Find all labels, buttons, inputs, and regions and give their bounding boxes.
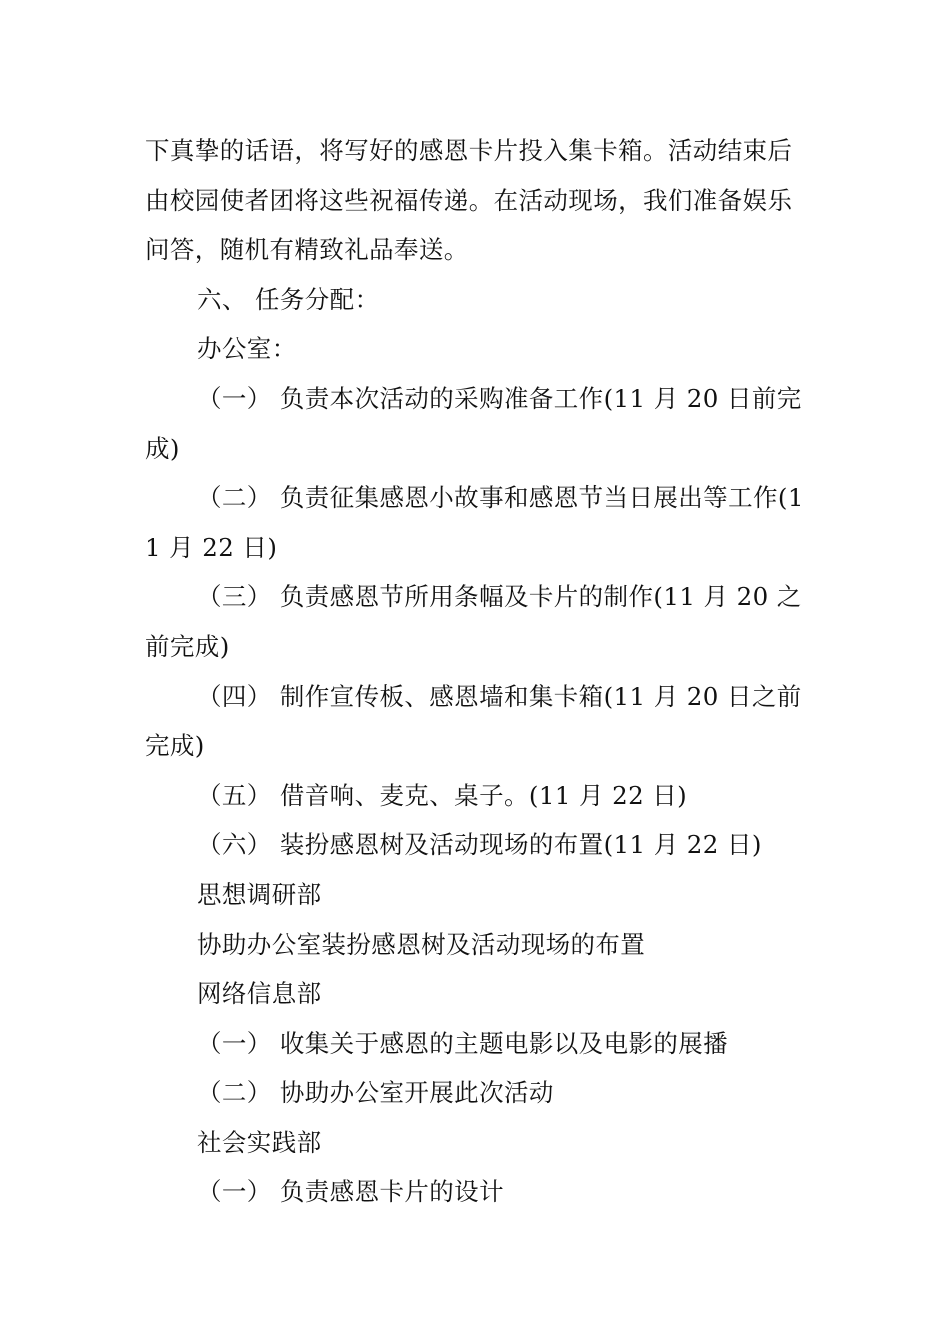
department-heading-social-practice: 社会实践部	[197, 1127, 322, 1157]
social-practice-task-1: （一） 负责感恩卡片的设计	[197, 1177, 504, 1207]
section-heading-task-assignment: 六、 任务分配：	[197, 284, 380, 314]
paragraph-intro-continued: 下真挚的话语，将写好的感恩卡片投入集卡箱。活动结束后由校园使者团将这些祝福传递。在活动现场，我们准备娱乐问答，随机有精致礼品奉送。	[145, 136, 793, 265]
office-task-2: （二） 负责征集感恩小故事和感恩节当日展出等工作(11 月 22 日)	[145, 483, 804, 562]
department-heading-network: 网络信息部	[197, 979, 322, 1009]
office-task-5: （五） 借音响、麦克、桌子。(11 月 22 日)	[197, 780, 688, 810]
office-task-1: （一） 负责本次活动的采购准备工作(11 月 20 日前完成)	[145, 383, 802, 463]
office-task-6: （六） 装扮感恩树及活动现场的布置(11 月 22 日)	[197, 830, 762, 860]
department-heading-research: 思想调研部	[197, 879, 322, 909]
research-task: 协助办公室装扮感恩树及活动现场的布置	[197, 929, 646, 959]
office-task-4: （四） 制作宣传板、感恩墙和集卡箱(11 月 20 日之前完成)	[145, 681, 802, 761]
network-task-2: （二） 协助办公室开展此次活动	[197, 1078, 554, 1108]
document-body	[145, 126, 810, 1217]
network-task-1: （一） 收集关于感恩的主题电影以及电影的展播	[197, 1028, 729, 1058]
office-task-3: （三） 负责感恩节所用条幅及卡片的制作(11 月 20 之前完成)	[145, 582, 802, 661]
department-heading-office: 办公室：	[197, 334, 297, 364]
